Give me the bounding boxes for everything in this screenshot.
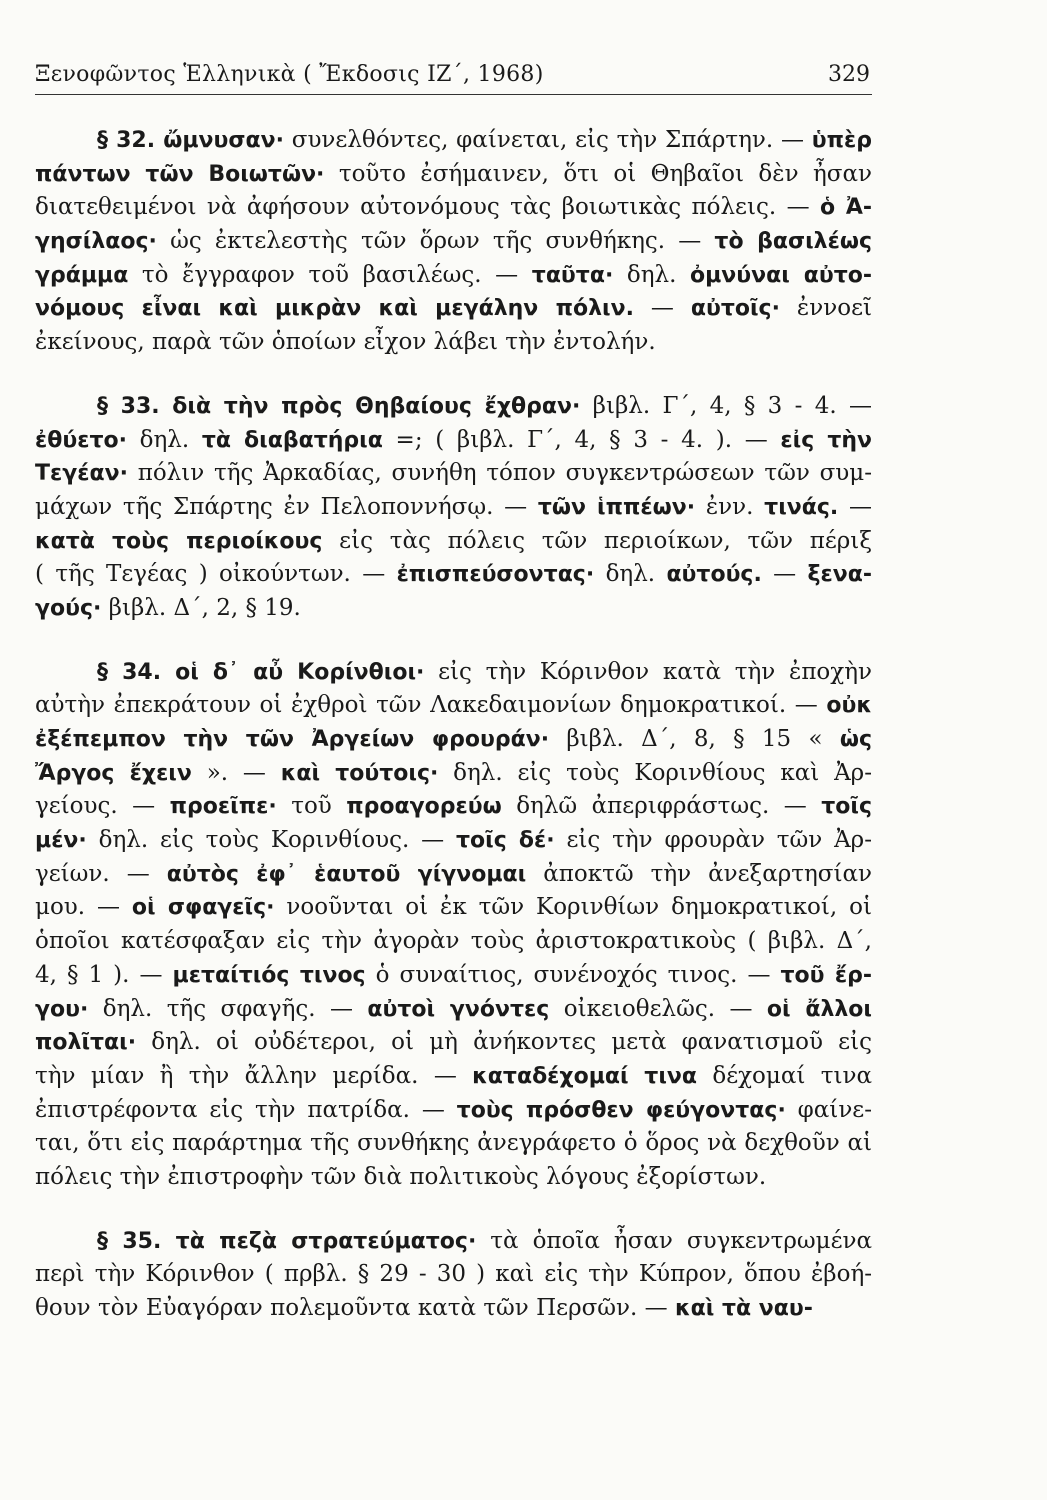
text-line: [35, 592, 872, 626]
commentary-section: [35, 1225, 872, 1326]
gloss: εἰς τὴν Κόρινθον κατὰ τὴν ἐποχὴν: [424, 658, 872, 685]
lemma: αὐτὸς ἐφ᾽ ἑαυτοῦ γίγνομαι: [166, 861, 527, 887]
gloss: πόλεις τὴν ἐπιστροφὴν τῶν διὰ πολιτικοὺς λόγους ἐξορίστων.: [35, 1163, 767, 1190]
gloss: θουν τὸν Εὐαγόραν πολεμοῦντα κατὰ τῶν Περσῶν. —: [35, 1295, 675, 1321]
gloss: εἰς τὴν φρουρὰν τῶν Ἀρ-: [554, 827, 872, 854]
gloss: αὐτὴν ἐπεκράτουν οἱ ἐχθροὶ τῶν Λακεδαιμονίων δημοκρατικοί. —: [35, 692, 827, 719]
text-line: [35, 723, 872, 757]
lemma: ὡς: [839, 727, 872, 752]
lemma: εἰς τὴν: [780, 427, 872, 453]
gloss: συνελθόντες, φαίνεται, εἰς τὴν Σπάρτην. —: [283, 127, 812, 153]
lemma: ὑπὲρ: [811, 128, 872, 153]
gloss: διατεθειμένοι νὰ ἀφήσουν αὐτονόμους τὰς βοιωτικὰς πόλεις. —: [35, 194, 820, 221]
lemma: γράμμα: [35, 262, 129, 288]
lemma: γησίλαος·: [35, 229, 157, 255]
gloss: δέχομαί τινα: [697, 1062, 872, 1089]
lemma: αὐτούς.: [666, 562, 762, 588]
commentary-text: [35, 124, 872, 1356]
gloss: εἰς τὰς πόλεις τῶν περιοίκων, τῶν πέριξ: [322, 527, 872, 554]
lemma: γούς·: [35, 595, 102, 621]
gloss: πόλιν τῆς Ἀρκαδίας, συνήθη τόπον συγκεντρώσεων τῶν συμ-: [127, 460, 872, 487]
commentary-section: [35, 390, 872, 626]
gloss: δηλ.: [594, 561, 667, 588]
gloss: βιβλ. Γ΄, 4, § 3 - 4. —: [580, 392, 872, 419]
gloss: δηλ.: [126, 426, 202, 453]
lemma: Ἄργος ἔχειν: [35, 760, 192, 786]
gloss: —: [761, 561, 808, 588]
text-line: [35, 959, 872, 993]
lemma: οὐκ: [826, 693, 872, 719]
text-line: [35, 1127, 872, 1161]
gloss: βιβλ. Δ΄, 8, § 15 «: [549, 726, 840, 752]
text-line: [35, 124, 872, 158]
gloss: 4, § 1 ). —: [35, 961, 173, 988]
text-line: [35, 292, 872, 326]
lemma: § 33. διὰ τὴν πρὸς Θηβαίους ἔχθραν·: [97, 393, 581, 419]
text-line: [35, 1026, 872, 1060]
text-line: [35, 858, 872, 892]
gloss: νοοῦνται οἱ ἐκ τῶν Κορινθίων δημοκρατικοί, οἱ: [274, 894, 872, 921]
text-line: [35, 191, 872, 225]
gloss: ». —: [191, 759, 281, 786]
gloss: φαίνε-: [785, 1096, 872, 1123]
gloss: οἰκειοθελῶς. —: [549, 995, 767, 1022]
text-line: [35, 689, 872, 723]
text-line: [35, 757, 872, 791]
text-line: [35, 824, 872, 858]
page-number: 329: [828, 62, 870, 87]
lemma: προαγορεύω: [346, 794, 502, 820]
lemma: τὰ διαβατήρια: [201, 427, 383, 453]
gloss: μάχων τῆς Σπάρτης ἐν Πελοποννήσῳ. —: [35, 493, 538, 520]
gloss: δηλῶ ἀπεριφράστως. —: [501, 793, 822, 820]
gloss: γείους. —: [35, 793, 170, 820]
lemma: τὸ βασιλέως: [714, 229, 872, 255]
lemma: οἱ σφαγεῖς·: [131, 895, 275, 921]
commentary-section: [35, 656, 872, 1195]
text-line: [35, 1094, 872, 1128]
text-line: [35, 259, 872, 293]
lemma: § 35. τὰ πεζὰ στρατεύματος·: [97, 1228, 477, 1254]
text-line: [35, 1292, 872, 1326]
gloss: μου. —: [35, 894, 132, 921]
lemma: ὁ Ἀ-: [819, 195, 872, 221]
text-line: [35, 158, 872, 192]
gloss: τὴν μίαν ἢ τὴν ἄλλην μερίδα. —: [35, 1062, 473, 1089]
gloss: ὡς ἐκτελεστὴς τῶν ὅρων τῆς συνθήκης. —: [156, 228, 715, 255]
gloss: ὁ συναίτιος, συνένοχός τινος. —: [365, 961, 781, 988]
text-line: [35, 790, 872, 824]
lemma: αὐτοῖς·: [690, 296, 780, 322]
lemma: γου·: [35, 996, 89, 1022]
text-line: [35, 225, 872, 259]
gloss: γείων. —: [35, 860, 167, 887]
lemma: ἐπισπεύσοντας·: [396, 562, 595, 588]
text-line: [35, 1225, 872, 1259]
gloss: τοῦ: [276, 793, 347, 820]
lemma: Τεγέαν·: [35, 461, 128, 487]
lemma: πάντων τῶν Βοιωτῶν·: [35, 161, 325, 187]
lemma: πολῖται·: [35, 1030, 137, 1056]
gloss: δηλ. εἰς τοὺς Κορινθίους. —: [86, 827, 456, 854]
lemma: τοῖς: [821, 794, 872, 820]
text-line: [35, 525, 872, 559]
gloss: ται, ὅτι εἰς παράρτημα τῆς συνθήκης ἀνεγράφετο ὁ ὅρος νὰ δεχθοῦν αἱ: [35, 1130, 872, 1157]
lemma: ἐξέπεμπον τὴν τῶν Ἀργείων φρουράν·: [35, 727, 550, 752]
gloss: περὶ τὴν Κόρινθον ( πρβλ. § 29 - 30 ) καὶ εἰς τὴν Κύπρον, ὅπου ἐβοή-: [35, 1261, 872, 1288]
gloss: τοῦτο ἐσήμαινεν, ὅτι οἱ Θηβαῖοι δὲν ἦσαν: [324, 160, 872, 187]
text-line: [35, 390, 872, 424]
lemma: καὶ τὰ ναυ-: [674, 1296, 813, 1321]
lemma: προεῖπε·: [169, 794, 277, 820]
text-line: [35, 891, 872, 925]
lemma: τοὺς πρόσθεν φεύγοντας·: [456, 1097, 786, 1123]
gloss: ἐκείνους, παρὰ τῶν ὁποίων εἶχον λάβει τὴν ἐντολήν.: [35, 329, 656, 356]
gloss: ὁποῖοι κατέσφαξαν εἰς τὴν ἀγορὰν τοὺς ἀριστοκρατικοὺς ( βιβλ. Δ΄,: [35, 928, 872, 955]
gloss: ἐννοεῖ: [779, 295, 872, 322]
lemma: ὀμνύναι αὐτο-: [690, 262, 872, 288]
text-line: [35, 993, 872, 1027]
gloss: δηλ.: [613, 261, 690, 288]
gloss: δηλ. εἰς τοὺς Κορινθίους καὶ Ἀρ-: [438, 759, 872, 786]
lemma: μεταίτιός τινος: [172, 962, 366, 988]
lemma: ἐθύετο·: [35, 427, 127, 453]
gloss: τὰ ὁποῖα ἦσαν συγκεντρωμένα: [476, 1227, 872, 1254]
gloss: δηλ. οἱ οὐδέτεροι, οἱ μὴ ἀνήκοντες μετὰ φανατισμοῦ εἰς: [136, 1029, 872, 1056]
lemma: τοῦ ἔρ-: [780, 962, 872, 988]
text-line: [35, 457, 872, 491]
lemma: κατὰ τοὺς περιοίκους: [35, 528, 323, 554]
text-line: [35, 656, 872, 690]
gloss: =; ( βιβλ. Γ΄, 4, § 3 - 4. ). —: [382, 426, 781, 453]
lemma: μέν·: [35, 828, 87, 854]
running-title: Ξενοφῶντος Ἑλληνικὰ ( Ἔκδοσις ΙΖ΄, 1968): [35, 62, 544, 87]
gloss: ( τῆς Τεγέας ) οἰκούντων. —: [35, 561, 397, 588]
text-line: [35, 925, 872, 959]
gloss: τὸ ἔγγραφον τοῦ βασιλέως. —: [128, 261, 532, 288]
lemma: αὐτοὶ γνόντες: [367, 996, 550, 1022]
gloss: ἀποκτῶ τὴν ἀνεξαρτησίαν: [526, 860, 872, 887]
gloss: βιβλ. Δ΄, 2, § 19.: [101, 594, 301, 621]
text-line: [35, 491, 872, 525]
gloss: —: [633, 295, 691, 322]
gloss: ἐνν.: [695, 493, 765, 520]
text-line: [35, 1060, 872, 1094]
lemma: τῶν ἱππέων·: [537, 494, 696, 520]
text-line: [35, 558, 872, 592]
commentary-section: [35, 124, 872, 360]
page-header: [35, 58, 872, 95]
lemma: ξενα-: [807, 562, 872, 588]
lemma: καταδέχομαί τινα: [472, 1063, 698, 1089]
text-line: [35, 326, 872, 360]
lemma: § 32. ὤμνυσαν·: [97, 128, 284, 153]
lemma: καὶ τούτοις·: [280, 760, 439, 786]
text-line: [35, 1161, 872, 1195]
gloss: ἐπιστρέφοντα εἰς τὴν πατρίδα. —: [35, 1096, 457, 1123]
text-line: [35, 1258, 872, 1292]
lemma: ταῦτα·: [531, 262, 614, 288]
lemma: τινάς.: [764, 494, 839, 520]
lemma: § 34. οἱ δ᾽ αὖ Κορίνθιοι·: [97, 659, 425, 685]
lemma: τοῖς δέ·: [455, 828, 555, 854]
gloss: δηλ. τῆς σφαγῆς. —: [88, 995, 368, 1022]
lemma: οἱ ἄλλοι: [766, 996, 872, 1022]
lemma: νόμους εἶναι καὶ μικρὰν καὶ μεγάλην πόλιν.: [35, 296, 634, 322]
gloss: —: [838, 493, 872, 520]
text-line: [35, 424, 872, 458]
